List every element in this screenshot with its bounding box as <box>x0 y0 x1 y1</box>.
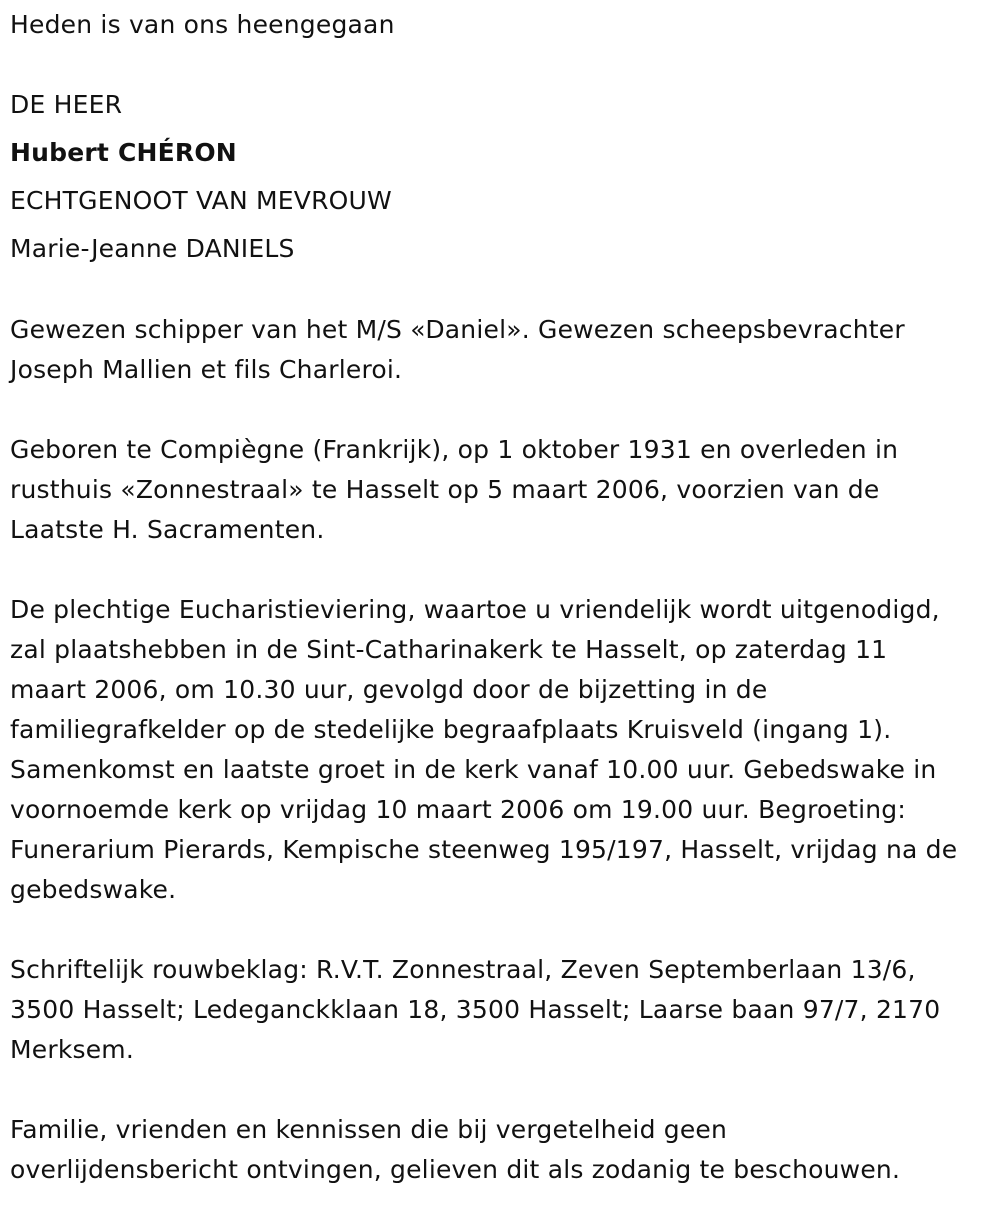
deceased-name: Hubert CHÉRON <box>10 138 237 167</box>
condolences-line: Merksem. <box>10 1035 135 1064</box>
ceremony-line: gebedswake. <box>10 875 177 904</box>
ceremony-line: maart 2006, om 10.30 uur, gevolgd door de bijzetting in de <box>10 675 768 704</box>
ceremony-paragraph <box>10 590 995 910</box>
ceremony-line: Samenkomst en laatste groet in de kerk vanaf 10.00 uur. Gebedswake in <box>10 755 937 784</box>
intro-text: Heden is van ons heengegaan <box>10 10 395 39</box>
closing-line: overlijdensbericht ontvingen, gelieven dit als zodanig te beschouwen. <box>10 1155 901 1184</box>
ceremony-line: familiegrafkelder op de stedelijke begraafplaats Kruisveld (ingang 1). <box>10 715 892 744</box>
occupation-line: Gewezen schipper van het M/S «Daniel». Gewezen scheepsbevrachter <box>10 315 905 344</box>
birth-death-line: Geboren te Compiègne (Frankrijk), op 1 oktober 1931 en overleden in <box>10 435 899 464</box>
closing-paragraph <box>10 1110 995 1190</box>
condolences-paragraph <box>10 950 995 1070</box>
birth-death-line: rusthuis «Zonnestraal» te Hasselt op 5 maart 2006, voorzien van de <box>10 475 880 504</box>
spouse-name: Marie-Jeanne DANIELS <box>10 234 295 263</box>
ceremony-line: Funerarium Pierards, Kempische steenweg 195/197, Hasselt, vrijdag na de <box>10 835 958 864</box>
title-line: DE HEER <box>10 90 123 119</box>
birth-death-paragraph <box>10 430 995 550</box>
closing-line: Familie, vrienden en kennissen die bij vergetelheid geen <box>10 1115 728 1144</box>
ceremony-line: De plechtige Eucharistieviering, waartoe u vriendelijk wordt uitgenodigd, <box>10 595 940 624</box>
ceremony-line: voornoemde kerk op vrijdag 10 maart 2006 om 19.00 uur. Begroeting: <box>10 795 906 824</box>
condolences-line: Schriftelijk rouwbeklag: R.V.T. Zonnestraal, Zeven Septemberlaan 13/6, <box>10 955 916 984</box>
ceremony-line: zal plaatshebben in de Sint-Catharinakerk te Hasselt, op zaterdag 11 <box>10 635 888 664</box>
spouse-label: ECHTGENOOT VAN MEVROUW <box>10 186 392 215</box>
occupation-paragraph <box>10 310 995 390</box>
condolences-line: 3500 Hasselt; Ledeganckklaan 18, 3500 Hasselt; Laarse baan 97/7, 2170 <box>10 995 941 1024</box>
birth-death-line: Laatste H. Sacramenten. <box>10 515 325 544</box>
occupation-line: Joseph Mallien et fils Charleroi. <box>10 355 403 384</box>
